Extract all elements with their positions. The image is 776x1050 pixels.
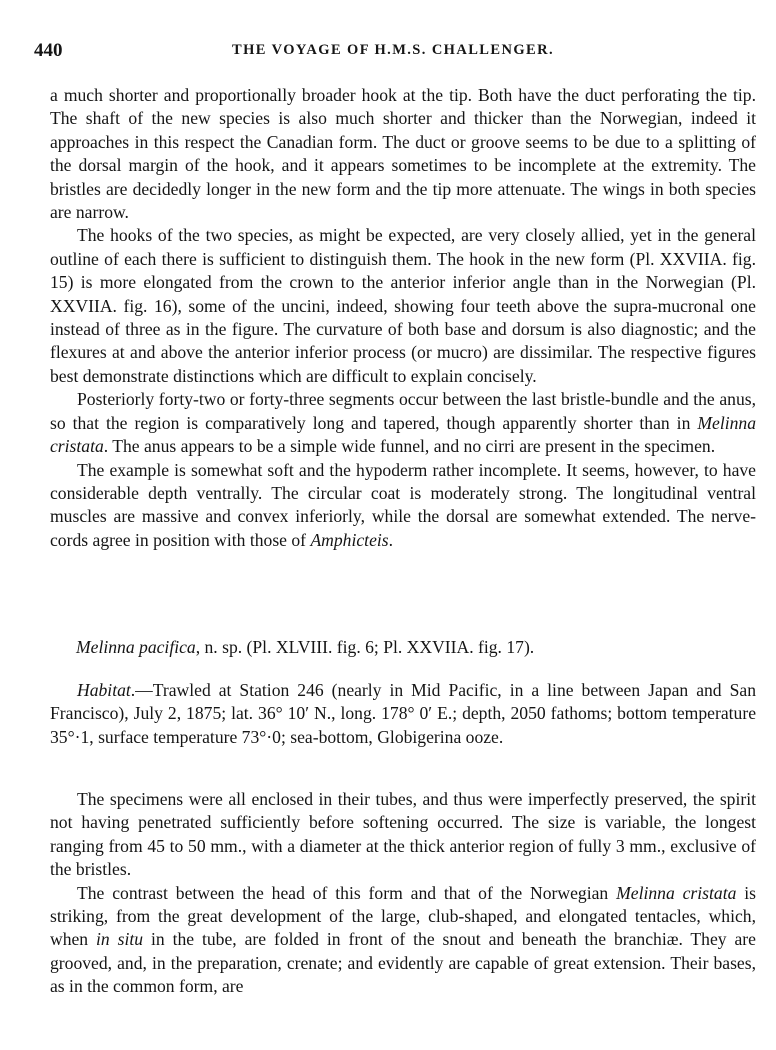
- paragraph-head-contrast: The contrast between the head of this form and that of the Norwegian Melinna cristata is striking, from the great development of the large, club-shaped, and elongated tentacles, which, when in situ in the tube, are folded in front of the snout and beneath the branchiæ. They are grooved, and, in the preparation, crenate; and evidently are capable of great extension. Their bases, as in the common form, are: [50, 882, 756, 997]
- habitat-label: Habitat: [77, 680, 131, 700]
- paragraph-hypoderm: The example is somewhat soft and the hypoderm rather incomplete. It seems, however, to have considerable depth ventrally. The circular coat is moderately strong. The longitudinal ventral muscles are massive and convex inferiorly, while the dorsal are somewhat extended. The nerve-cords agree in position with those of Amphicteis.: [50, 459, 756, 550]
- species-heading: [76, 637, 534, 658]
- species-heading-name: Melinna pacifica: [76, 637, 196, 657]
- species-heading-reference: , n. sp. (Pl. XLVIII. fig. 6; Pl. XXVIIA. fig. 17).: [195, 637, 535, 657]
- running-head: THE VOYAGE OF H.M.S. CHALLENGER.: [232, 42, 554, 58]
- text-block-continuation: [50, 84, 756, 552]
- genus-name-italic: Amphicteis: [310, 529, 389, 550]
- text-block-description: [50, 788, 756, 999]
- species-name-italic: Melinna cristata: [50, 412, 756, 457]
- paragraph-hook-tip: a much shorter and proportionally broader hook at the tip. Both have the duct perforating the tip. The shaft of the new species is also much shorter and thicker than the Norwegian, indeed it approaches in this respect the Canadian form. The duct or groove seems to be due to a splitting of the dorsal margin of the hook, and it appears sometimes to be incomplete at the extremity. The bristles are decidedly longer in the new form and the tip more attenuate. The wings in both species are narrow.: [50, 85, 756, 223]
- paragraph-posterior-segments: Posteriorly forty-two or forty-three segments occur between the last bristle-bundle and the anus, so that the region is comparatively long and tapered, though apparently shorter than in Melinna cristata. The anus appears to be a simple wide funnel, and no cirri are present in the specimen.: [50, 389, 756, 457]
- species-name-italic: Melinna cristata: [616, 882, 737, 903]
- latin-phrase-italic: in situ: [96, 929, 144, 950]
- page-header: [34, 40, 752, 66]
- paragraph-specimens: The specimens were all enclosed in their tubes, and thus were imperfectly preserved, the spirit not having penetrated sufficiently before softening occurred. The size is variable, the longest ranging from 45 to 50 mm., with a diameter at the thick anterior region of fully 3 mm., exclusive of the bristles.: [50, 789, 756, 880]
- habitat-block: [50, 679, 756, 749]
- page-number: 440: [34, 40, 63, 61]
- paragraph-hooks-comparison: The hooks of the two species, as might be expected, are very closely allied, yet in the general outline of each there is sufficient to distinguish them. The hook in the new form (Pl. XXVIIA. fig. 15) is more elongated from the crown to the anterior inferior angle than in the Norwegian (Pl. XXVIIA. fig. 16), some of the uncini, indeed, showing four teeth above the supra-mucronal one instead of three as in the figure. The curvature of both base and dorsum is also diagnostic; and the flexures at and above the anterior inferior process (or mucro) are dissimilar. The respective figures best demonstrate distinctions which are difficult to explain concisely.: [50, 225, 756, 386]
- paragraph-habitat: Habitat.—Trawled at Station 246 (nearly in Mid Pacific, in a line between Japan and San Francisco), July 2, 1875; lat. 36° 10′ N., long. 178° 0′ E.; depth, 2050 fathoms; bottom temperature 35°·1, surface temperature 73°·0; sea-bottom, Globigerina ooze.: [50, 680, 756, 747]
